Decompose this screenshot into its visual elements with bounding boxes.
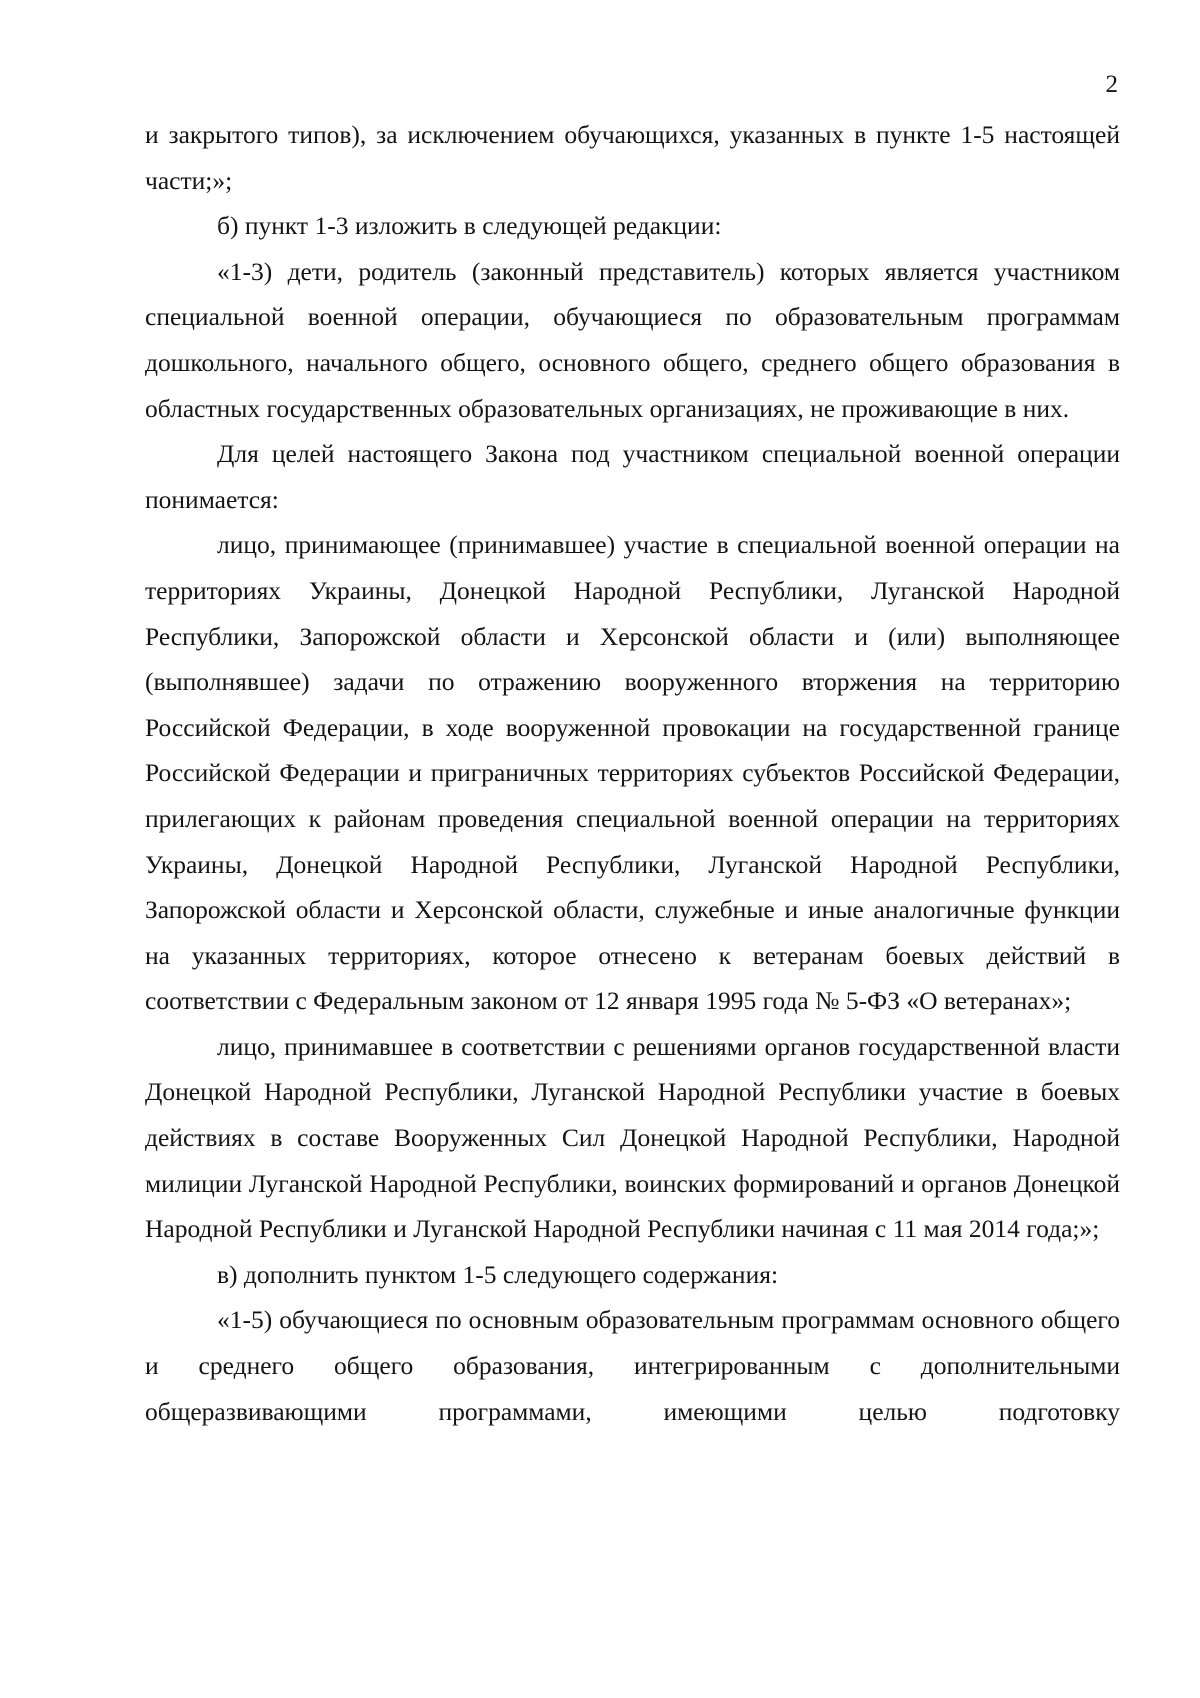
paragraph-definition-intro: Для целей настоящего Закона под участником специальной военной операции понимается: — [145, 439, 1120, 514]
paragraph-point-1-5: «1-5) обучающиеся по основным образовательным программам основного общего и среднего общего образования, интегрированным с дополнительными общеразвивающими программами, имеющими целью подготовку — [145, 1305, 1120, 1426]
paragraph-item-v: в) дополнить пунктом 1-5 следующего содержания: — [217, 1259, 779, 1289]
paragraph-definition-svo-participant: лицо, принимающее (принимавшее) участие в специальной военной операции на территориях Украины, Донецкой Народной Республики, Луганской Народной Республики, Запорожской области и Херсонской области и (или) выполняющее (выполнявшее) задачи по отражению вооруженного вторжения на территорию Российской Федерации, в ходе вооруженной провокации на государственной границе Российской Федерации и приграничных территориях субъектов Российской Федерации, прилегающих к районам проведения специальной военной операции на территориях Украины, Донецкой Народной Республики, Луганской Народной Республики, Запорожской области и Херсонской области, служебные и иные аналогичные функции на указанных территориях, которое отнесено к ветеранам боевых действий в соответствии с Федеральным законом от 12 января 1995 года № 5-ФЗ «О ветеранах»; — [145, 530, 1120, 1016]
paragraph-continuation: и закрытого типов), за исключением обучающихся, указанных в пункте 1-5 настоящей части;»; — [145, 120, 1120, 195]
paragraph-point-1-3: «1-3) дети, родитель (законный представитель) которых является участником специальной военной операции, обучающиеся по образовательным программам дошкольного, начального общего, основного общего, среднего общего образования в областных государственных образовательных организациях, не проживающие в них. — [145, 256, 1120, 423]
document-body — [145, 112, 1120, 1434]
paragraph-item-b: б) пункт 1-3 изложить в следующей редакции: — [217, 211, 722, 241]
paragraph-definition-dnr-lnr-participant: лицо, принимавшее в соответствии с решениями органов государственной власти Донецкой Народной Республики, Луганской Народной Республики участие в боевых действиях в составе Вооруженных Сил Донецкой Народной Республики, Народной милиции Луганской Народной Республики, воинских формирований и органов Донецкой Народной Республики и Луганской Народной Республики начиная с 11 мая 2014 года;»; — [145, 1031, 1120, 1244]
page-number: 2 — [1105, 71, 1118, 98]
